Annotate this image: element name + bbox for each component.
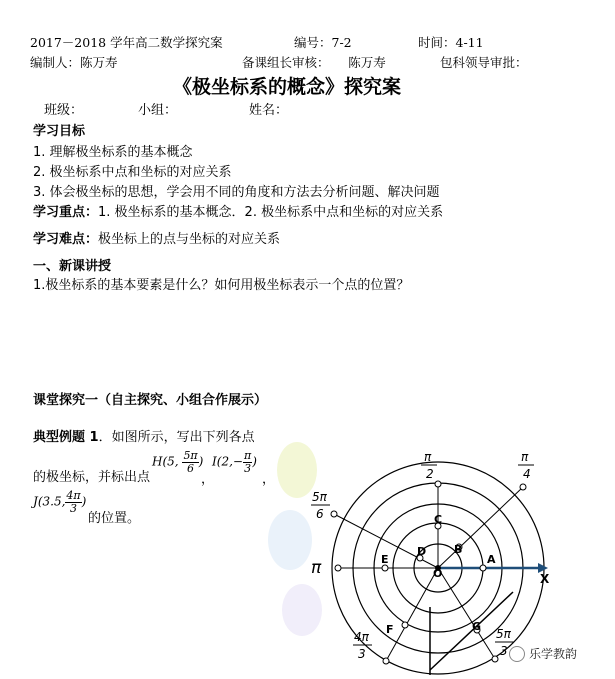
svg-text:3: 3: [500, 644, 508, 658]
svg-text:4: 4: [523, 467, 531, 481]
point-I-coord: I(2,− $\frac{\pi}{3}$ ): [212, 449, 257, 475]
point-J-coord: J(3.5, $\frac{4\pi}{3}$ ): [33, 489, 87, 515]
ray-5pi-3: [438, 568, 495, 659]
svg-text:5π: 5π: [496, 627, 511, 641]
comma: ，: [262, 472, 276, 487]
example-label: 典型例题 1: [33, 430, 99, 445]
comma: ，: [201, 472, 215, 487]
group-field-label: 小组：: [138, 103, 178, 118]
svg-text:π: π: [424, 450, 432, 464]
point-marker: [492, 656, 498, 662]
angle-label-pi-2: [421, 450, 437, 481]
point-marker: [480, 565, 486, 571]
point-marker: [435, 481, 441, 487]
label-pole: O: [433, 567, 443, 580]
goal-item: 1. 理解极坐标系的基本概念: [33, 145, 193, 160]
header-approver: 包科领导审批：: [440, 55, 528, 70]
example-text-3: 的位置。: [88, 511, 141, 526]
svg-text:π: π: [521, 450, 529, 464]
header-reviewer: 备课组长审核： 陈万寿: [242, 55, 386, 70]
svg-text:2: 2: [426, 467, 434, 481]
key-point-text: 1. 极坐标系的基本概念．2. 极坐标系中点和坐标的对应关系: [98, 205, 444, 220]
wechat-icon: [509, 646, 525, 662]
point-marker: [383, 658, 389, 664]
goal-item: 2. 极坐标系中点和坐标的对应关系: [33, 165, 232, 180]
watermark-text: 乐学教韵: [529, 647, 578, 661]
header-author: 编制人：陈万寿: [30, 55, 118, 70]
angle-label-pi-4: [518, 450, 534, 481]
svg-text:5π: 5π: [312, 490, 327, 504]
difficulty-text: 极坐标上的点与坐标的对应关系: [98, 232, 281, 247]
svg-text:6: 6: [316, 507, 324, 521]
header-number: 编号：7-2: [294, 35, 352, 50]
question-1: 1.极坐标系的基本要素是什么？如何用极坐标表示一个点的位置？: [33, 278, 410, 293]
svg-text:4π: 4π: [354, 630, 369, 644]
example-text-2: 的极坐标，并标出点: [33, 470, 151, 485]
label-E: E: [381, 553, 389, 566]
class-field-label: 班级：: [44, 103, 84, 118]
point-H-coord: H(5, $\frac{5\pi}{6}$ ): [152, 449, 204, 475]
label-G: G: [472, 620, 482, 633]
point-marker: [331, 511, 337, 517]
header-course: 2017－2018 学年高二数学探究案: [30, 35, 223, 50]
watermark: [509, 645, 577, 662]
ray-pi-4: [438, 487, 523, 568]
header-date: 时间：4-11: [418, 35, 484, 50]
label-B: B: [454, 543, 463, 556]
key-point-label: 学习重点：: [33, 205, 99, 220]
point-marker: [402, 622, 408, 628]
point-marker: [335, 565, 341, 571]
angle-label-5pi-6: [311, 490, 330, 521]
label-D: D: [417, 545, 427, 558]
point-marker: [520, 484, 526, 490]
difficulty-label: 学习难点：: [33, 232, 99, 247]
example-text-1: ．如图所示，写出下列各点: [98, 430, 255, 445]
inquiry-heading: 课堂探究一（自主探究、小组合作展示）: [33, 393, 268, 408]
angle-label-4pi-3: [353, 630, 372, 661]
label-C: C: [434, 513, 443, 526]
name-field-label: 姓名：: [249, 103, 289, 118]
page-title: 《极坐标系的概念》探究案: [173, 76, 402, 98]
goals-heading: 学习目标: [33, 124, 86, 139]
svg-text:3: 3: [358, 647, 366, 661]
label-pi: π: [311, 558, 322, 578]
goal-item: 3. 体会极坐标的思想，学会用不同的角度和方法去分析问题、解决问题: [33, 185, 440, 200]
label-A: A: [487, 553, 496, 566]
section-heading: 一、新课讲授: [33, 259, 112, 274]
label-F: F: [386, 623, 394, 636]
axis-label-X: X: [540, 572, 550, 586]
